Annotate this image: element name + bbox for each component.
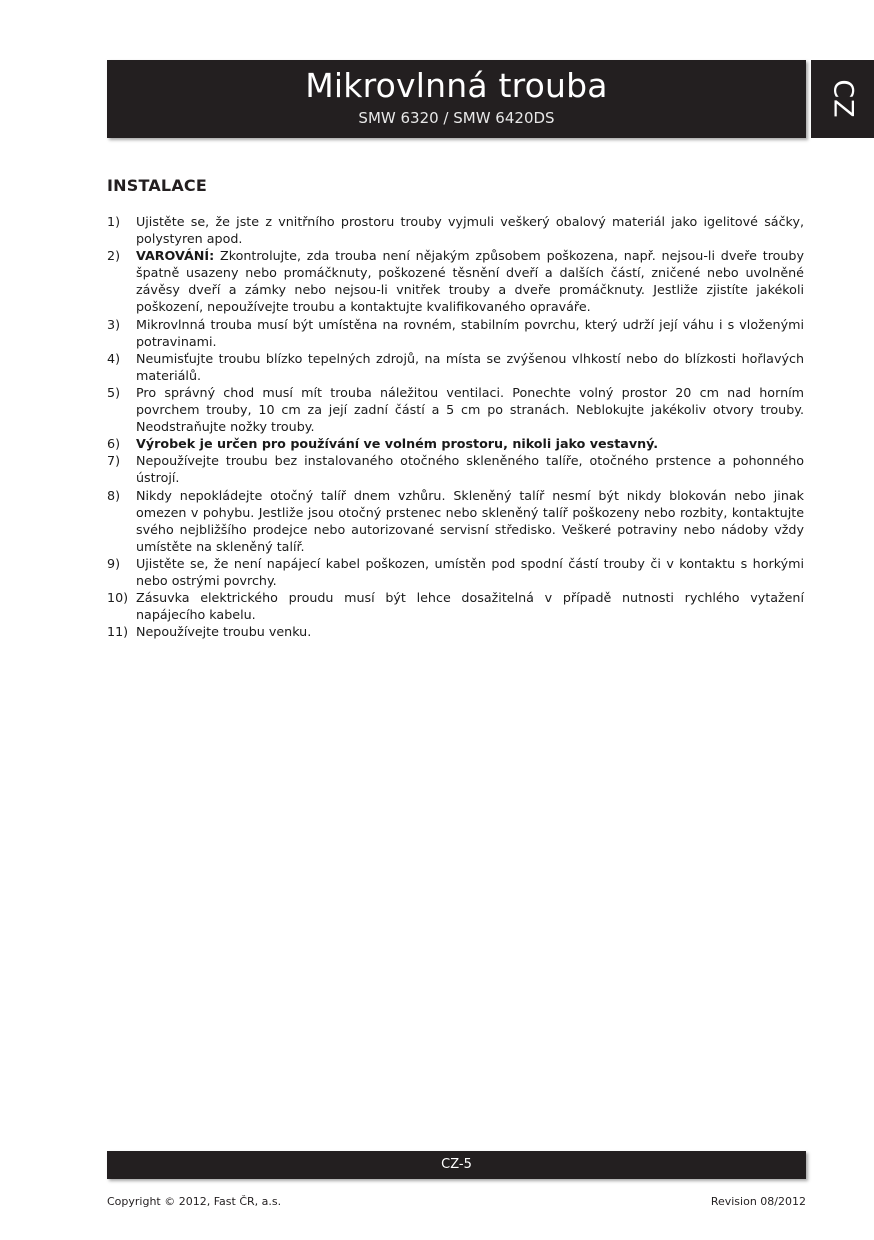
list-item-number: 6) [107,436,121,452]
page-number: CZ-5 [441,1157,472,1172]
list-item-text: Nepoužívejte troubu venku. [136,624,312,640]
list-item-number: 3) [107,316,121,332]
instruction-list [107,213,804,640]
revision-text: Revision 08/2012 [710,1195,806,1208]
list-item [107,452,804,486]
list-item [107,589,804,623]
list-item [107,623,804,640]
list-item-number: 4) [107,350,121,366]
list-item [107,316,804,350]
list-item-number: 7) [107,453,121,469]
copyright-text: Copyright © 2012, Fast ČR, a.s. [107,1195,282,1208]
list-item-text: Neumisťujte troubu blízko tepelných zdrojů, na místa se zvýšenou vlhkostí nebo do blízkosti hořlavých materiálů. [136,350,804,383]
list-item-number: 9) [107,555,121,571]
list-item [107,487,804,555]
model-subtitle: SMW 6320 / SMW 6420DS [358,109,555,127]
list-item-text: Zkontrolujte, zda trouba není nějakým způsobem poškozena, např. nejsou-li dveře trouby špatně usazeny nebo promáčknuty, poškozené těsnění dveří a dalších částí, zničené nebo uvolněné závěsy dveří a zámky nebo nejsou-li vnitřek trouby a dveře promáčknuty. Jestliže zjistíte jakékoli poškození, nepoužívejte troubu a kontaktujte kvalifikovaného opraváře. [136,248,804,315]
list-item-number: 10) [107,590,129,606]
list-item-number: 5) [107,384,121,400]
list-item [107,435,804,452]
list-item [107,555,804,589]
list-item-text: Zásuvka elektrického proudu musí být lehce dosažitelná v případě nutnosti rychlého vytažení napájecího kabelu. [136,590,804,623]
language-tab-label: CZ [827,79,858,119]
list-item [107,350,804,384]
list-item-number: 8) [107,487,121,503]
page-number-bar [107,1151,806,1179]
list-item-number: 11) [107,624,129,640]
list-item-text: Ujistěte se, že jste z vnitřního prostoru trouby vyjmuli veškerý obalový materiál jako igelitové sáčky, polystyren apod. [136,214,804,247]
list-item [107,213,804,247]
list-item-text: Mikrovlnná trouba musí být umístěna na rovném, stabilním povrchu, který udrží její váhu i s vloženými potravinami. [136,316,804,349]
list-item-text: Pro správný chod musí mít trouba náležitou ventilaci. Ponechte volný prostor 20 cm nad horním povrchem trouby, 10 cm za její zadní částí a 5 cm po stranách. Neblokujte jakékoliv otvory trouby. Neodstraňujte nožky trouby. [136,384,804,435]
section-title: INSTALACE [107,176,207,195]
page-header [107,60,806,138]
language-tab [811,60,874,138]
list-item [107,384,804,435]
list-item-number: 1) [107,214,121,229]
list-item [107,247,804,315]
page-title: Mikrovlnná trouba [305,66,608,105]
list-item-number: 2) [107,248,121,264]
list-item-text: Ujistěte se, že není napájecí kabel poškozen, umístěn pod spodní částí trouby či v kontaktu s horkými nebo ostrými povrchy. [136,555,804,588]
list-item-text: Výrobek je určen pro používání ve volném prostoru, nikoli jako vestavný. [136,436,659,452]
list-item-text: Nikdy nepokládejte otočný talíř dnem vzhůru. Skleněný talíř nesmí být nikdy blokován nebo jinak omezen v pohybu. Jestliže jsou otočný prstenec nebo skleněný talíř poškozeny nebo rozbity, kontaktujte svého nejbližšího prodejce nebo autorizované servisní středisko. Veškeré potraviny nebo nádoby vždy umístěte na skleněný talíř. [136,487,804,554]
warning-label: VAROVÁNÍ: [136,248,215,264]
list-item-text: Nepoužívejte troubu bez instalovaného otočného skleněného talíře, otočného prstence a pohonného ústrojí. [136,453,804,486]
